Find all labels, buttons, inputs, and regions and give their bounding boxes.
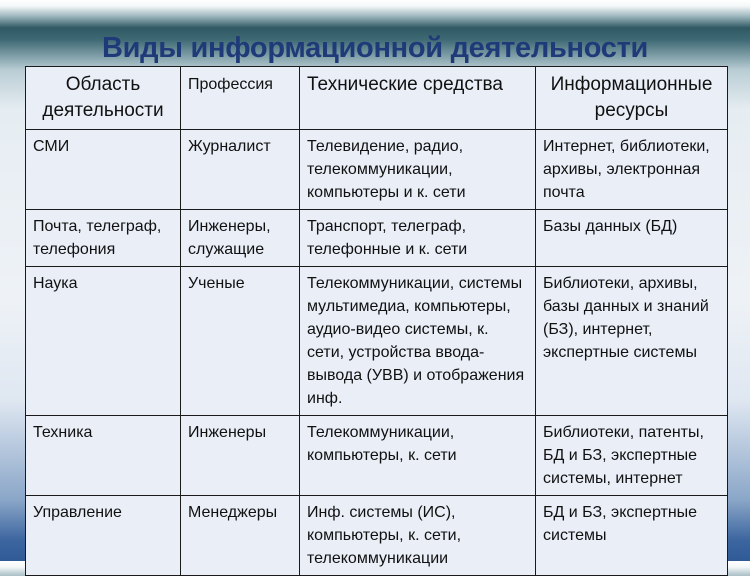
table-row: [26, 496, 728, 576]
cell-tech-means: Инф. системы (ИС), компьютеры, к. сети, телекоммуникации: [300, 496, 536, 576]
header-field: Область деятельности: [26, 67, 181, 130]
cell-tech-means: Телекоммуникации, компьютеры, к. сети: [300, 416, 536, 496]
cell-profession: Ученые: [181, 267, 300, 416]
cell-info-resources: Интернет, библиотеки, архивы, электронная почта: [536, 130, 728, 210]
table-header-row: [26, 67, 728, 130]
activity-table: [25, 66, 728, 576]
cell-profession: Инженеры, служащие: [181, 210, 300, 267]
cell-profession: Журналист: [181, 130, 300, 210]
cell-info-resources: БД и БЗ, экспертные системы: [536, 496, 728, 576]
header-tech-means: Технические средства: [300, 67, 536, 130]
cell-field: Наука: [26, 267, 181, 416]
cell-profession: Инженеры: [181, 416, 300, 496]
cell-info-resources: Базы данных (БД): [536, 210, 728, 267]
cell-tech-means: Телевидение, радио, телекоммуникации, компьютеры и к. сети: [300, 130, 536, 210]
cell-field: Управление: [26, 496, 181, 576]
cell-info-resources: Библиотеки, архивы, базы данных и знаний (БЗ), интернет, экспертные системы: [536, 267, 728, 416]
cell-tech-means: Транспорт, телеграф, телефонные и к. сети: [300, 210, 536, 267]
header-profession: Профессия: [181, 67, 300, 130]
cell-info-resources: Библиотеки, патенты, БД и БЗ, экспертные системы, интернет: [536, 416, 728, 496]
table-row: [26, 416, 728, 496]
cell-field: Техника: [26, 416, 181, 496]
cell-field: Почта, телеграф, телефония: [26, 210, 181, 267]
cell-tech-means: Телекоммуникации, системы мультимедиа, компьютеры, аудио-видео системы, к. сети, устройства ввода-вывода (УВВ) и отображения инф.: [300, 267, 536, 416]
table-row: [26, 130, 728, 210]
table-row: [26, 267, 728, 416]
table-row: [26, 210, 728, 267]
cell-profession: Менеджеры: [181, 496, 300, 576]
cell-field: СМИ: [26, 130, 181, 210]
slide-title: Виды информационной деятельности: [101, 32, 649, 64]
header-info-resources: Информационные ресурсы: [536, 67, 728, 130]
